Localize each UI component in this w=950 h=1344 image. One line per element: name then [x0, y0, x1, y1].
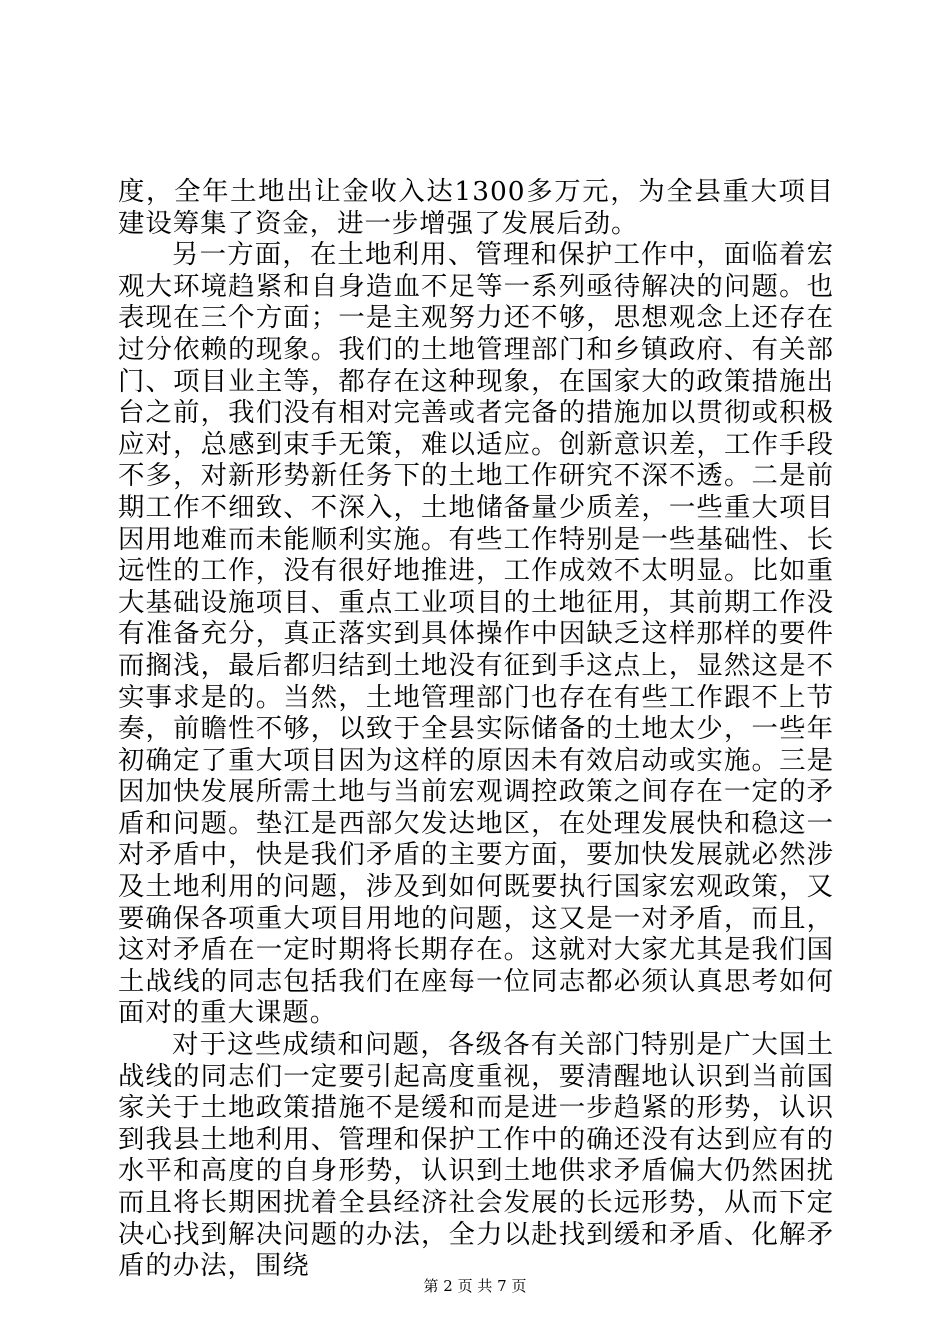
- page-footer: 第 2 页 共 7 页: [423, 1277, 527, 1295]
- document-body: [118, 176, 834, 1282]
- paragraph-response: 对于这些成绩和问题，各级各有关部门特别是广大国土战线的同志们一定要引起高度重视，要清醒地认识到当前国家关于土地政策措施不是缓和而是进一步趋紧的形势，认识到我县土地利用、管理和保护工作中的确还没有达到应有的水平和高度的自身形势，认识到土地供求矛盾偏大仍然困扰而且将长期困扰着全县经济社会发展的长远形势，从而下定决心找到解决问题的办法，全力以赴找到缓和矛盾、化解矛盾的办法，围绕: [118, 1029, 834, 1282]
- paragraph-continuation: 度，全年土地出让金收入达1300多万元，为全县重大项目建设筹集了资金，进一步增强了发展后劲。: [118, 176, 834, 239]
- paragraph-problems: 另一方面，在土地利用、管理和保护工作中，面临着宏观大环境趋紧和自身造血不足等一系列亟待解决的问题。也表现在三个方面；一是主观努力还不够，思想观念上还存在过分依赖的现象。我们的土地管理部门和乡镇政府、有关部门、项目业主等，都存在这种现象，在国家大的政策措施出台之前，我们没有相对完善或者完备的措施加以贯彻或积极应对，总感到束手无策，难以适应。创新意识差，工作手段不多，对新形势新任务下的土地工作研究不深不透。二是前期工作不细致、不深入，土地储备量少质差，一些重大项目因用地难而未能顺利实施。有些工作特别是一些基础性、长远性的工作，没有很好地推进，工作成效不太明显。比如重大基础设施项目、重点工业项目的土地征用，其前期工作没有准备充分，真正落实到具体操作中因缺乏这样那样的要件而搁浅，最后都归结到土地没有征到手这点上，显然这是不实事求是的。当然，土地管理部门也存在有些工作跟不上节奏，前瞻性不够，以致于全县实际储备的土地太少，一些年初确定了重大项目因为这样的原因未有效启动或实施。三是因加快发展所需土地与当前宏观调控政策之间存在一定的矛盾和问题。垫江是西部欠发达地区，在处理发展快和稳这一对矛盾中，快是我们矛盾的主要方面，要加快发展就必然涉及土地利用的问题，涉及到如何既要执行国家宏观政策，又要确保各项重大项目用地的问题，这又是一对矛盾，而且，这对矛盾在一定时期将长期存在。这就对大家尤其是我们国土战线的同志包括我们在座每一位同志都必须认真思考如何面对的重大课题。: [118, 239, 834, 1029]
